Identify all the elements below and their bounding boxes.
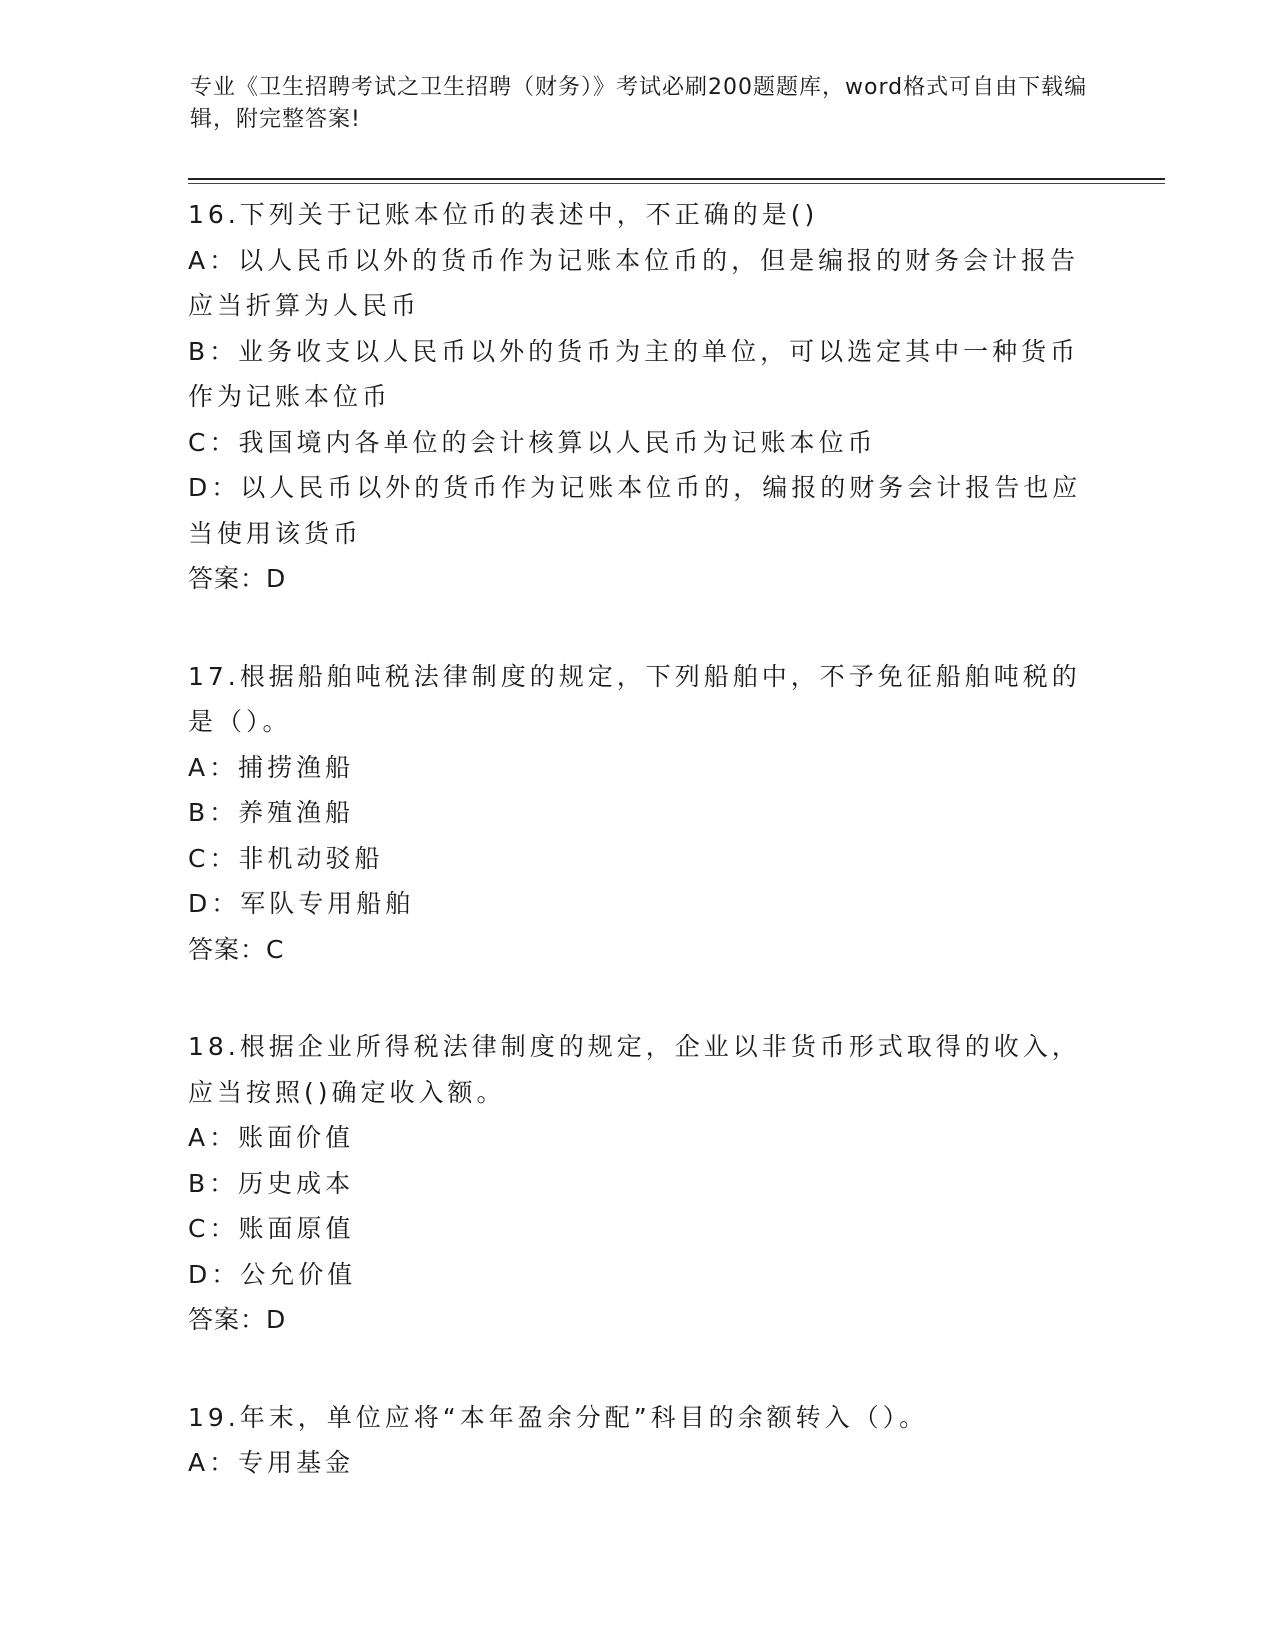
option-a: A：捕捞渔船 [188,752,355,782]
header-divider-thick [188,178,1165,180]
question-19 [188,1395,1088,1486]
option-a: A：以人民币以外的货币作为记账本位币的，但是编报的财务会计报告应当折算为人民币 [188,245,1080,320]
question-stem: 16.下列关于记账本位币的表述中，不正确的是() [188,200,819,229]
option-b: B：养殖渔船 [188,798,355,827]
option-d: D：以人民币以外的货币作为记账本位币的，编报的财务会计报告也应当使用该货币 [188,473,1082,548]
question-list [188,192,1088,1538]
header-divider-thin [188,183,1165,184]
document-intro: 专业《卫生招聘考试之卫生招聘（财务）》考试必刷200题题库，word格式可自由下载编辑，附完整答案! [190,75,1088,132]
answer-line: 答案：D [188,564,287,593]
answer-line: 答案：D [188,1305,287,1334]
option-d: D：军队专用船舶 [188,889,415,918]
option-c: C：账面原值 [188,1214,355,1243]
option-c: C：非机动驳船 [188,843,384,873]
option-c: C：我国境内各单位的会计核算以人民币为记账本位币 [188,427,877,457]
question-stem: 17.根据船舶吨税法律制度的规定，下列船舶中，不予免征船舶吨税的是（）。 [188,661,1081,736]
answer-line: 答案：C [188,934,285,964]
option-b: B：历史成本 [188,1168,355,1198]
option-a: A：专用基金 [188,1448,355,1477]
question-stem: 19.年末，单位应将“本年盈余分配”科目的余额转入（）。 [188,1402,929,1432]
question-stem: 18.根据企业所得税法律制度的规定，企业以非货币形式取得的收入，应当按照()确定收入额。 [188,1032,1081,1107]
question-16 [188,192,1088,602]
question-18 [188,1024,1088,1343]
option-d: D：公允价值 [188,1259,357,1289]
option-b: B：业务收支以人民币以外的货币为主的单位，可以选定其中一种货币作为记账本位币 [188,336,1080,411]
option-a: A：账面价值 [188,1123,355,1152]
question-17 [188,654,1088,973]
